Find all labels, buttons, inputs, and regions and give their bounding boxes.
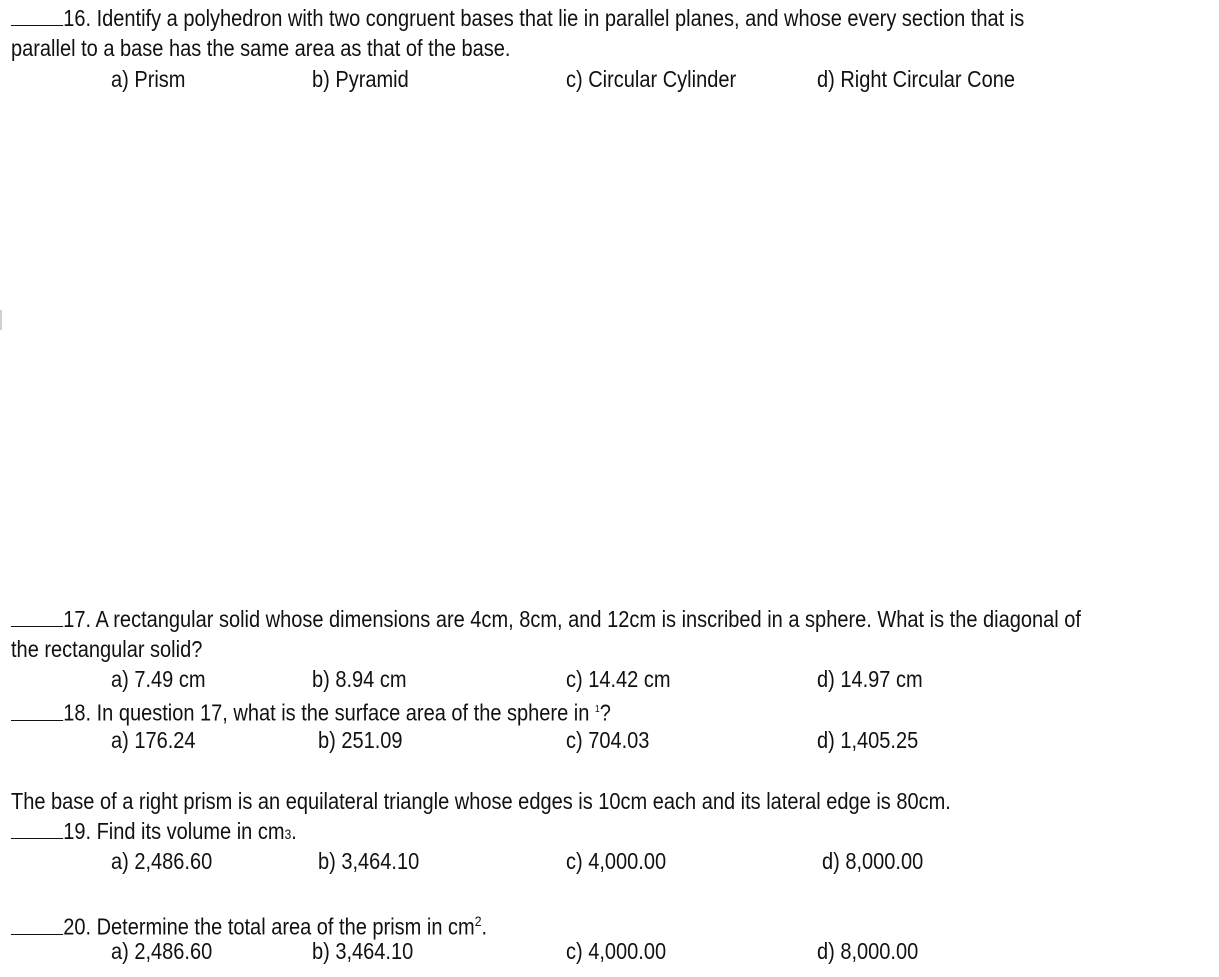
q19-exponent: 3 [284,826,292,842]
q18-option-c[interactable]: c) 704.03 [566,727,650,753]
q16-option-c[interactable]: c) Circular Cylinder [566,66,737,92]
q20-suffix: . [481,913,488,940]
q17-option-b[interactable]: b) 8.94 cm [312,666,407,692]
q17-option-c[interactable]: c) 14.42 cm [566,666,671,692]
q18-option-a[interactable]: a) 176.24 [111,727,196,753]
q16-option-b[interactable]: b) Pyramid [312,66,409,92]
q20-stem [11,906,487,942]
answer-blank[interactable] [11,818,63,839]
answer-blank[interactable] [11,606,63,627]
q19-option-c[interactable]: c) 4,000.00 [566,848,667,874]
q19-option-d[interactable]: d) 8,000.00 [822,848,924,874]
q17-option-d[interactable]: d) 14.97 cm [817,666,923,692]
q18-suffix: ? [599,699,611,726]
q18-unit-mark: 1 [594,704,600,715]
q20-option-a[interactable]: a) 2,486.60 [111,938,213,964]
q17-text-1: 17. A rectangular solid whose dimensions are 4cm, 8cm, and 12cm is inscribed in a sphere. What is the diagonal of [63,606,1081,632]
q17-stem-line2: the rectangular solid? [11,636,203,662]
q19-option-b[interactable]: b) 3,464.10 [318,848,420,874]
q18-option-d[interactable]: d) 1,405.25 [817,727,919,753]
q20-option-b[interactable]: b) 3,464.10 [312,938,414,964]
q20-exponent: 2 [474,913,482,929]
answer-blank[interactable] [11,914,63,935]
q19-text: 19. Find its volume in cm [63,818,285,844]
q19-suffix: . [291,818,297,844]
q16-stem-line1 [11,3,1024,33]
q16-option-d[interactable]: d) Right Circular Cone [817,66,1015,92]
q20-text: 20. Determine the total area of the prism in cm [63,913,475,940]
q17-stem-line1 [11,604,1081,634]
q19-stem [11,816,297,849]
q20-option-c[interactable]: c) 4,000.00 [566,938,667,964]
q20-option-d[interactable]: d) 8,000.00 [817,938,919,964]
q18-option-b[interactable]: b) 251.09 [318,727,403,753]
q17-option-a[interactable]: a) 7.49 cm [111,666,206,692]
answer-blank[interactable] [11,700,63,721]
q18-text: 18. In question 17, what is the surface area of the sphere in [63,699,590,726]
q16-stem-line2: parallel to a base has the same area as that of the base. [11,35,511,61]
q19-option-a[interactable]: a) 2,486.60 [111,848,213,874]
prism-intro: The base of a right prism is an equilateral triangle whose edges is 10cm each and its lateral edge is 80cm. [11,788,951,814]
edge-mark [0,310,2,330]
q16-option-a[interactable]: a) Prism [111,66,186,92]
answer-blank[interactable] [11,5,63,26]
q18-stem [11,695,611,728]
q16-text-1: 16. Identify a polyhedron with two congruent bases that lie in parallel planes, and whose every section that is [63,5,1025,31]
